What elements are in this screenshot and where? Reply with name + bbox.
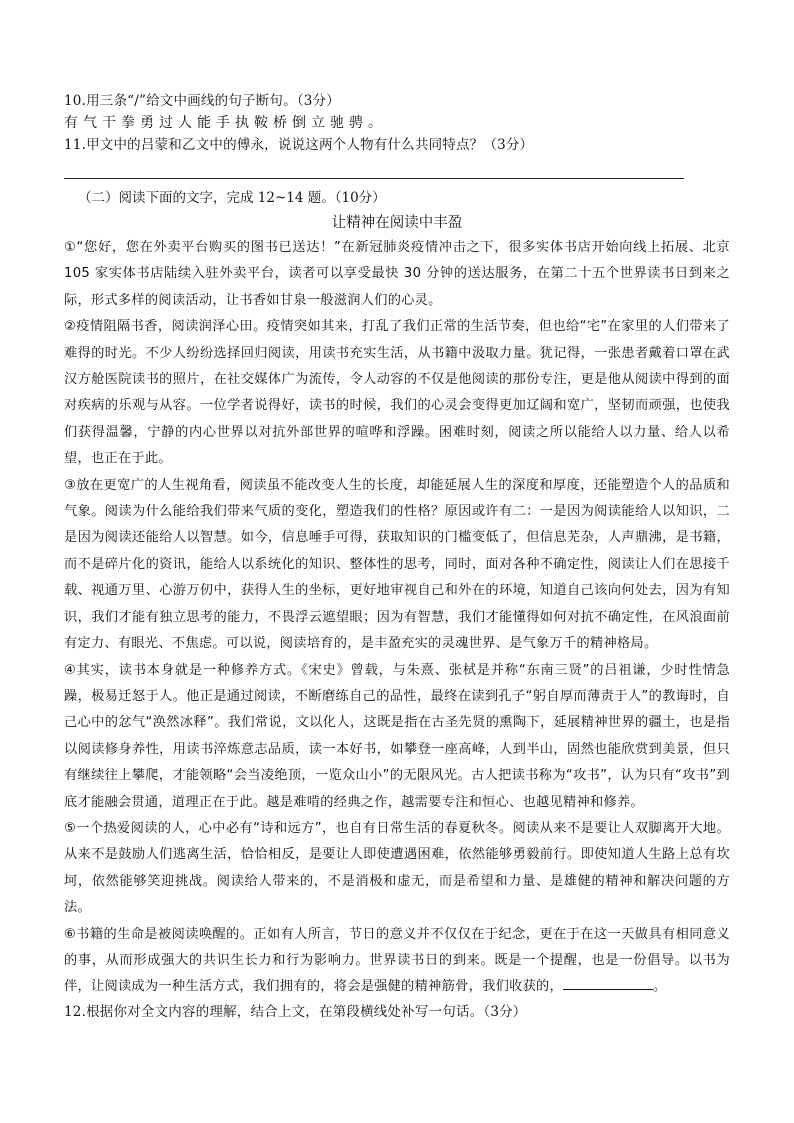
fill-in-blank[interactable] — [563, 975, 653, 990]
answer-line[interactable] — [64, 160, 684, 179]
paragraph-1: ①“您好，您在外卖平台购买的图书已送达！”在新冠肺炎疫情冲击之下，很多实体书店开始向线上拓展、北京 105 家实体书店陆续入驻外卖平台，读者可以享受最快 30 分钟的送达服务，在第二十五个世界读书日到来之际，形式多样的阅读活动，让书香如甘泉一般滋润人们的心灵。 — [64, 240, 730, 308]
paragraph-6 — [64, 922, 730, 1001]
paragraph-4: ④其实，读书本身就是一种修养方式。《宋史》曾载，与朱熹、张栻是并称“东南三贤”的吕祖谦，少时性情急躁，极易迁怒于人。他正是通过阅读，不断磨练自己的品性，最终在读到孔子“躬自厚而薄责于人”的教诲时，自己心中的忿气“涣然冰释”。我们常说，文以化人，这既是指在古圣先贤的熏陶下，延展精神世界的疆土，也是指以阅读修身养性，用读书淬炼意志品质，读一本好书，如攀登一座高峰，人到半山，固然也能欣赏到美景，但只有继续往上攀爬，才能领略“会当凌绝顶，一览众山小”的无限风光。古人把读书称为“攻书”，认为只有“攻书”到底才能融会贯通，道理正在于此。越是难啃的经典之作，越需要专注和恒心、也越见精神和修养。 — [64, 662, 730, 810]
exam-page — [64, 90, 730, 1023]
paragraph-6-end: 。 — [653, 979, 667, 995]
question-10-sentence: 有气干拳勇过人能手执鞍桥倒立驰骋。 — [64, 115, 387, 131]
article-title: 让精神在阅读中丰盈 — [331, 215, 463, 231]
question-10: 10.用三条“/”给文中画线的句子断句。（3分） — [64, 93, 340, 109]
paragraph-3: ③放在更宽广的人生视角看，阅读虽不能改变人生的长度，却能延展人生的深度和厚度，还能塑造个人的品质和气象。阅读为什么能给我们带来气质的变化，塑造我们的性格？原因或许有二：一是因为阅读能给人以知识，二是因为阅读还能给人以智慧。如今，信息唾手可得，获取知识的门槛变低了，但信息芜杂，人声鼎沸，是书籍，而不是碎片化的资讯，能给人以系统化的知识、整体性的思考，同时，面对各种不确定性，阅读让人们在思接千载、视通万里、心游万仞中，获得人生的坐标，更好地审视自己和外在的环境，知道自己该向何处去，因为有知识，我们才能有独立思考的能力，不畏浮云遮望眼；因为有智慧，我们才能懂得如何对抗不确定性，在风浪面前有定力、有眼光、不焦虑。可以说，阅读培育的，是丰盈充实的灵魂世界、是气象万千的精神格局。 — [64, 477, 730, 652]
paragraph-2: ②疫情阻隔书香，阅读润泽心田。疫情突如其来，打乱了我们正常的生活节奏，但也给“宅”在家里的人们带来了难得的时光。不少人纷纷选择回归阅读，用读书充实生活，从书籍中汲取力量。犹记得，一张患者戴着口罩在武汉方舱医院读书的照片，在社交媒体广为流传，令人动容的不仅是他阅读的那份专注，更是他从阅读中得到的面对疾病的乐观与从容。一位学者说得好，读书的时候，我们的心灵会变得更加辽阔和宽广，坚韧而顽强，也使我们获得温馨，宁静的内心世界以对抗外部世界的喧哗和浮躁。困难时刻，阅读之所以能给人以力量、给人以希望，也正在于此。 — [64, 319, 730, 467]
question-12: 12.根据你对全文内容的理解，结合上文，在第段横线处补写一句话。（3分） — [64, 1003, 527, 1020]
paragraph-6-text: ⑥书籍的生命是被阅读唤醒的。正如有人所言，节日的意义并不仅仅在于纪念，更在于在这一天做具有相同意义的事，从而形成强大的共识生长力和行为影响力。世界读书日的到来。既是一个提醒，也是一份倡导。以书为伴，让阅读成为一种生活方式，我们拥有的，将会是强健的精神筋骨，我们收获的， — [64, 926, 730, 995]
section-heading: （二）阅读下面的文字，完成 12~14 题。（10分） — [78, 190, 386, 206]
paragraph-5: ⑤一个热爱阅读的人，心中必有“诗和远方”，也自有日常生活的春夏秋冬。阅读从来不是要让人双脚离开大地。从来不是鼓励人们逃离生活，恰恰相反，是要让人即使遭遇困难，依然能够勇毅前行。即使知道人生路上总有坎坷，依然能够笑迎挑战。阅读给人带来的，不是消极和虚无，而是希望和力量、是雄健的精神和解决问题的方法。 — [64, 820, 730, 916]
question-11: 11.甲文中的吕蒙和乙文中的傅永，说说这两个人物有什么共同特点？（3分） — [64, 137, 534, 153]
